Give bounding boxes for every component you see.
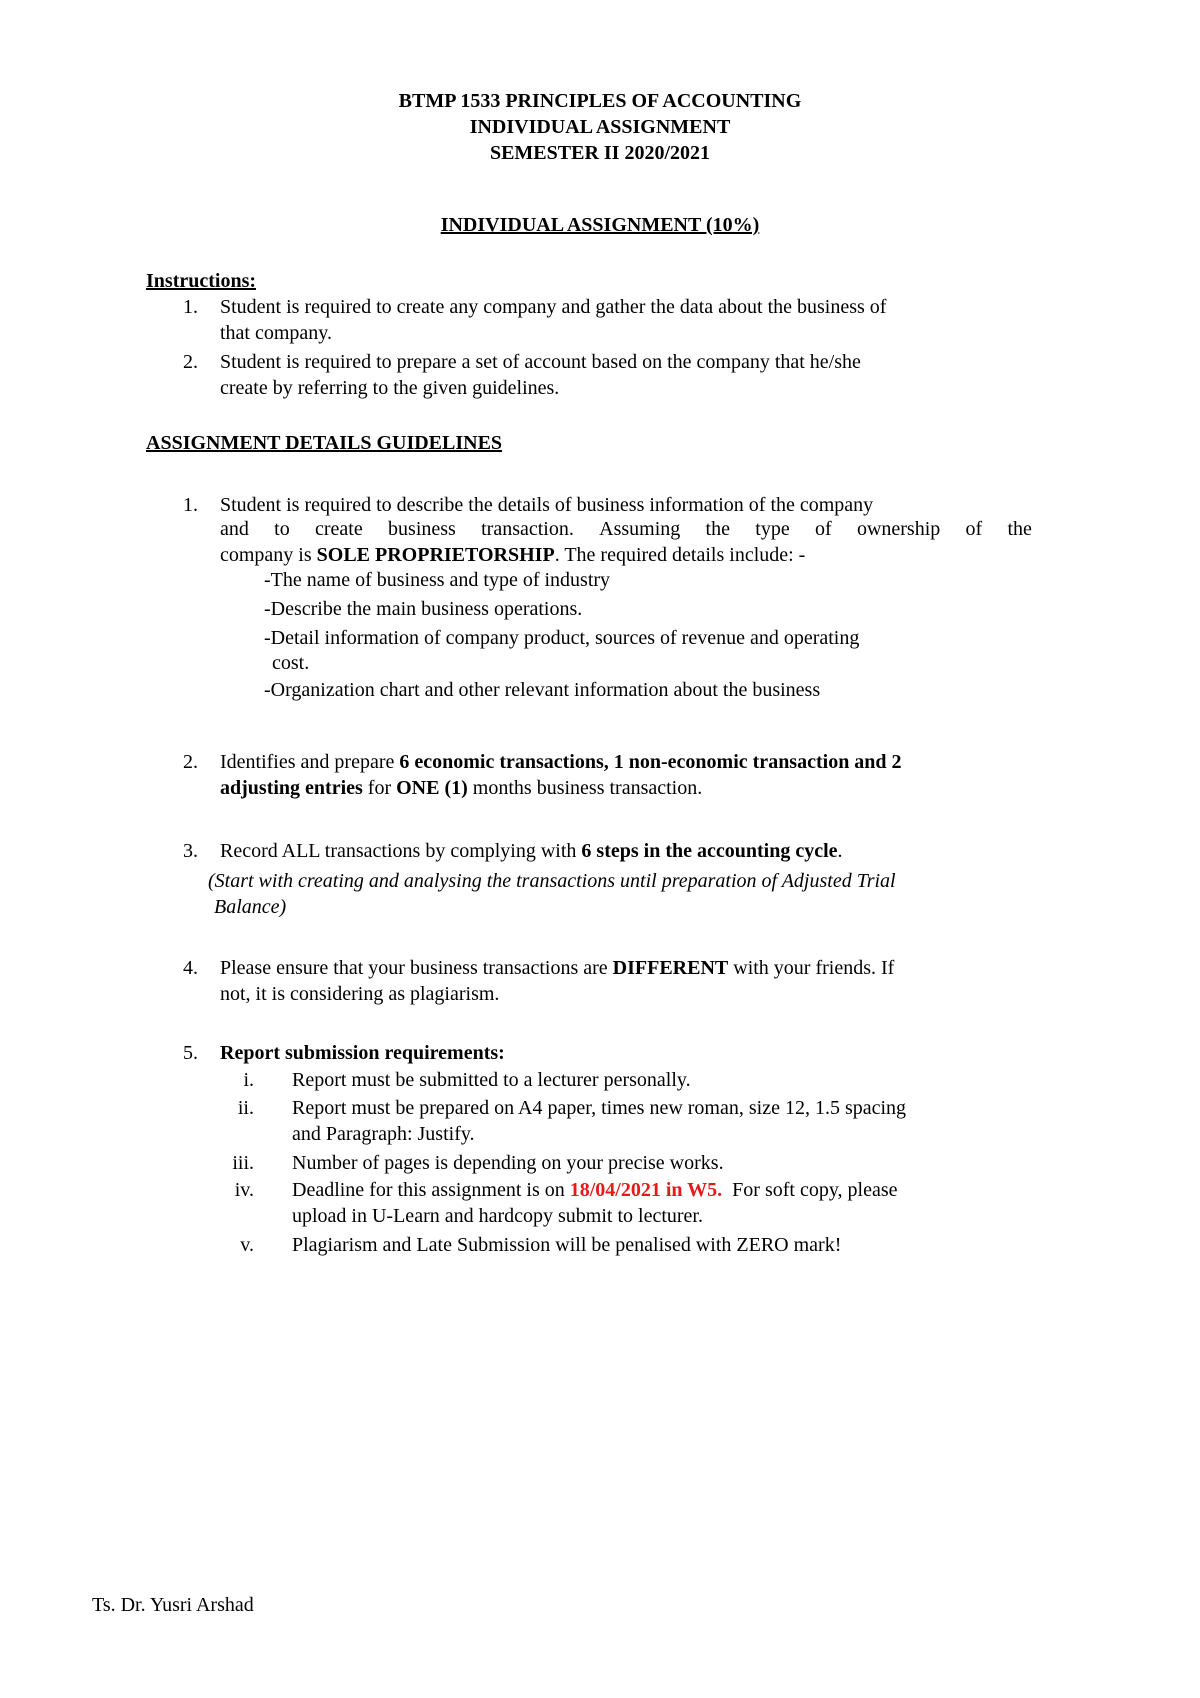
g4-bold: DIFFERENT <box>612 957 729 979</box>
req-v-text: Plagiarism and Late Submission will be penalised with ZERO mark! <box>292 1234 842 1256</box>
ownership-pre: company is <box>220 544 317 566</box>
word: transaction. <box>481 518 574 540</box>
instruction-1-text-cont: that company. <box>220 322 333 344</box>
word: to <box>274 518 290 540</box>
semester: SEMESTER II 2020/2021 <box>489 142 711 164</box>
deadline-pre: Deadline for this assignment is on <box>292 1179 570 1201</box>
guideline-4-number: 4. <box>183 957 198 979</box>
word: the <box>1007 518 1032 540</box>
req-i-number: i. <box>243 1069 254 1091</box>
instruction-2-text: Student is required to prepare a set of account based on the company that he/she <box>220 351 861 373</box>
instruction-1-number: 1. <box>183 296 198 318</box>
g3-bold: 6 steps in the accounting cycle <box>581 840 838 862</box>
detail-item-product-cont: cost. <box>272 652 310 674</box>
ownership-post: . The required details include: - <box>554 544 806 566</box>
guideline-3-number: 3. <box>183 840 198 862</box>
ownership-type: SOLE PROPRIETORSHIP <box>316 544 555 566</box>
guideline-4-text-cont: not, it is considering as plagiarism. <box>220 983 500 1005</box>
instruction-2-number: 2. <box>183 351 198 373</box>
req-iii-number: iii. <box>232 1152 254 1174</box>
guideline-5-number: 5. <box>183 1042 198 1064</box>
g2-bold: 6 economic transactions, 1 non-economic transaction and 2 <box>399 751 902 773</box>
instruction-1-text: Student is required to create any company and gather the data about the business of <box>220 296 887 318</box>
guideline-1-text: Student is required to describe the details of business information of the company <box>220 494 874 516</box>
word: create <box>315 518 363 540</box>
g3-post: . <box>837 840 843 862</box>
req-ii-text-cont: and Paragraph: Justify. <box>292 1123 475 1145</box>
req-v-number: v. <box>240 1234 254 1256</box>
deadline-post: For soft copy, please <box>722 1179 898 1201</box>
word: the <box>705 518 730 540</box>
detail-item-operations: -Describe the main business operations. <box>264 598 583 620</box>
g4-pre: Please ensure that your business transactions are <box>220 957 613 979</box>
deadline-date: 18/04/2021 in W5. <box>569 1179 723 1201</box>
word: type <box>755 518 790 540</box>
detail-item-name: -The name of business and type of industry <box>264 569 611 591</box>
g3-pre: Record ALL transactions by complying with <box>220 840 582 862</box>
g2-for: for <box>362 777 397 799</box>
g2-pre: Identifies and prepare <box>220 751 400 773</box>
guideline-3-note: (Start with creating and analysing the transactions until preparation of Adjusted Trial <box>208 870 896 892</box>
word: and <box>220 518 249 540</box>
assignment-title: INDIVIDUAL ASSIGNMENT (10%) <box>440 214 760 236</box>
guideline-3-note-cont: Balance) <box>214 896 287 918</box>
req-ii-text: Report must be prepared on A4 paper, times new roman, size 12, 1.5 spacing <box>292 1097 907 1119</box>
req-iii-text: Number of pages is depending on your precise works. <box>292 1152 724 1174</box>
req-ii-number: ii. <box>237 1097 254 1119</box>
g2-one: ONE (1) <box>396 777 468 799</box>
instruction-2-text-cont: create by referring to the given guidelines. <box>220 377 560 399</box>
guideline-3-text <box>220 838 843 864</box>
guideline-1-justified-line <box>220 516 1032 542</box>
guideline-4-text <box>220 955 894 981</box>
g4-post: with your friends. If <box>728 957 895 979</box>
word: business <box>388 518 456 540</box>
word: of <box>965 518 983 540</box>
req-iv-text <box>292 1177 898 1203</box>
assignment-type: INDIVIDUAL ASSIGNMENT <box>469 116 731 138</box>
course-title: BTMP 1533 PRINCIPLES OF ACCOUNTING <box>398 90 802 112</box>
instructions-heading: Instructions: <box>146 270 257 292</box>
req-i-text: Report must be submitted to a lecturer personally. <box>292 1069 691 1091</box>
word: ownership <box>856 518 941 540</box>
word: of <box>814 518 832 540</box>
guideline-2-text-cont <box>220 775 702 801</box>
g2-adjusting: adjusting entries <box>220 777 363 799</box>
word: Assuming <box>599 518 681 540</box>
guideline-1-ownership-line <box>220 542 805 568</box>
detail-item-product: -Detail information of company product, sources of revenue and operating <box>264 627 860 649</box>
guidelines-heading: ASSIGNMENT DETAILS GUIDELINES <box>146 432 503 454</box>
author-footer: Ts. Dr. Yusri Arshad <box>92 1594 254 1616</box>
guideline-2-text <box>220 749 902 775</box>
guideline-1-number: 1. <box>183 494 198 516</box>
req-iv-text-cont: upload in U-Learn and hardcopy submit to lecturer. <box>292 1205 703 1227</box>
guideline-2-number: 2. <box>183 751 198 773</box>
submission-heading: Report submission requirements: <box>220 1042 505 1064</box>
detail-item-org-chart: -Organization chart and other relevant information about the business <box>264 679 821 701</box>
g2-post: months business transaction. <box>467 777 703 799</box>
req-iv-number: iv. <box>234 1179 254 1201</box>
